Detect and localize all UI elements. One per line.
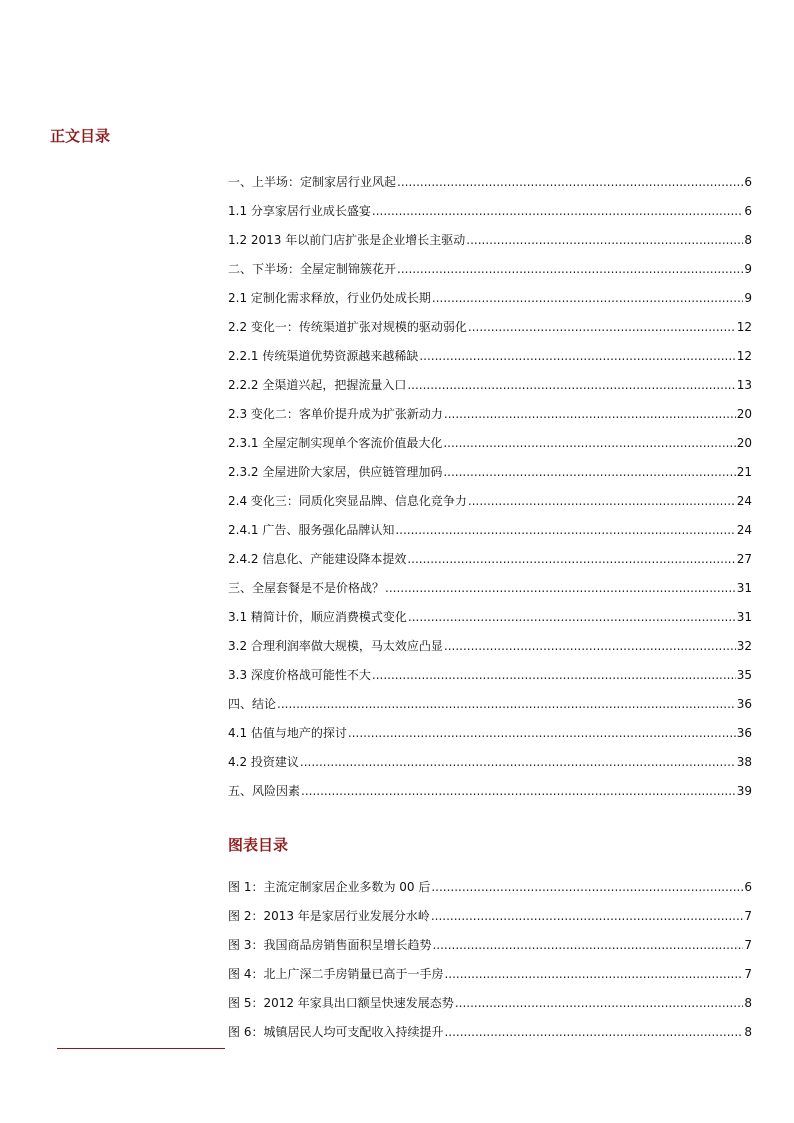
toc-entry-page: 21	[736, 465, 752, 479]
dot-leader	[442, 433, 735, 453]
toc-entry-text: 2.4.1 广告、服务强化品牌认知	[228, 523, 395, 537]
toc-entry[interactable]	[228, 569, 752, 598]
dot-leader	[443, 404, 736, 424]
figure-entry[interactable]	[228, 897, 752, 926]
toc-entry[interactable]	[228, 192, 752, 221]
toc-entry[interactable]	[228, 424, 752, 453]
dot-leader	[430, 906, 744, 926]
dot-leader	[431, 288, 743, 308]
figure-entry-text: 图 6：城镇居民人均可支配收入持续提升	[228, 1025, 444, 1039]
toc-entry-page: 31	[736, 610, 752, 624]
toc-entry-text: 2.3 变化二：客单价提升成为扩张新动力	[228, 407, 443, 421]
dot-leader	[443, 1022, 743, 1042]
toc-entry-text: 3.3 深度价格战可能性不大	[228, 668, 371, 682]
figure-entry-page: 7	[744, 938, 752, 952]
toc-entry-page: 9	[744, 291, 752, 305]
dot-leader	[431, 935, 743, 955]
toc-entry[interactable]	[228, 540, 752, 569]
dot-leader	[467, 491, 736, 511]
toc-entry[interactable]	[228, 685, 752, 714]
toc-entry[interactable]	[228, 627, 752, 656]
toc-entry-text: 2.4.2 信息化、产能建设降本提效	[228, 552, 407, 566]
dot-leader	[430, 877, 743, 897]
toc-entry-page: 8	[744, 233, 752, 247]
figure-entry-text: 图 3：我国商品房销售面积呈增长趋势	[228, 938, 432, 952]
toc-entry-text: 2.2.2 全渠道兴起，把握流量入口	[228, 378, 407, 392]
figure-entry[interactable]	[228, 955, 752, 984]
dot-leader	[467, 317, 736, 337]
dot-leader	[371, 665, 736, 685]
toc-entry-page: 12	[736, 320, 752, 334]
figure-entry-page: 6	[744, 880, 752, 894]
toc-entry-page: 31	[736, 581, 752, 595]
dot-leader	[300, 781, 736, 801]
footer-divider	[57, 1048, 225, 1049]
toc-entry[interactable]	[228, 453, 752, 482]
dot-leader	[396, 172, 743, 192]
dot-leader	[443, 964, 743, 984]
toc-entry-text: 4.1 估值与地产的探讨	[228, 726, 347, 740]
toc-entry[interactable]	[228, 279, 752, 308]
toc-title: 正文目录	[50, 127, 111, 145]
toc-entry-page: 32	[736, 639, 752, 653]
toc-entry[interactable]	[228, 482, 752, 511]
figures-title: 图表目录	[228, 836, 289, 854]
toc-entry-text: 2.1 定制化需求释放，行业仍处成长期	[228, 291, 431, 305]
toc-entry[interactable]	[228, 772, 752, 801]
dot-leader	[371, 201, 743, 221]
toc-entry-page: 39	[736, 784, 752, 798]
figure-entry-text: 图 2：2013 年是家居行业发展分水岭	[228, 909, 430, 923]
figure-entry-page: 7	[744, 909, 752, 923]
dot-leader	[442, 462, 735, 482]
toc-entry[interactable]	[228, 337, 752, 366]
figure-entry-page: 8	[744, 1025, 752, 1039]
toc-entry-text: 二、下半场：全屋定制锦簇花开	[228, 262, 397, 276]
toc-entry[interactable]	[228, 308, 752, 337]
toc-entry-page: 24	[736, 494, 752, 508]
toc-entry-page: 13	[736, 378, 752, 392]
toc-entry-page: 35	[736, 668, 752, 682]
figures-list	[228, 868, 752, 1042]
toc-entry-text: 五、风险因素	[228, 784, 301, 798]
toc-entry-page: 20	[736, 436, 752, 450]
figure-entry[interactable]	[228, 1013, 752, 1042]
dot-leader	[394, 520, 735, 540]
toc-entry-text: 2.3.1 全屋定制实现单个客流价值最大化	[228, 436, 443, 450]
dot-leader	[406, 549, 735, 569]
toc-entry[interactable]	[228, 511, 752, 540]
figure-entry-page: 7	[744, 967, 752, 981]
toc-entry[interactable]	[228, 743, 752, 772]
toc-entry-text: 1.2 2013 年以前门店扩张是企业增长主驱动	[228, 233, 466, 247]
toc-entry-page: 27	[736, 552, 752, 566]
toc-entry-text: 三、全屋套餐是不是价格战？	[228, 581, 385, 595]
toc-entry-text: 1.1 分享家居行业成长盛宴	[228, 204, 371, 218]
toc-entry[interactable]	[228, 598, 752, 627]
toc-entry-text: 2.4 变化三：同质化突显品牌、信息化竞争力	[228, 494, 467, 508]
figure-entry[interactable]	[228, 984, 752, 1013]
toc-entry-text: 3.1 精简计价，顺应消费模式变化	[228, 610, 407, 624]
toc-entry-page: 24	[736, 523, 752, 537]
toc-entry-text: 一、上半场：定制家居行业风起	[228, 175, 397, 189]
toc-entry-text: 2.2 变化一：传统渠道扩张对规模的驱动弱化	[228, 320, 467, 334]
toc-entry[interactable]	[228, 163, 752, 192]
toc-entry-page: 9	[744, 262, 752, 276]
toc-entry[interactable]	[228, 366, 752, 395]
dot-leader	[418, 346, 735, 366]
toc-entry[interactable]	[228, 656, 752, 685]
dot-leader	[406, 375, 735, 395]
dot-leader	[465, 230, 743, 250]
figure-entry[interactable]	[228, 926, 752, 955]
toc-entry-page: 36	[736, 726, 752, 740]
toc-list	[228, 163, 752, 801]
figure-entry-text: 图 5：2012 年家具出口额呈快速发展态势	[228, 996, 454, 1010]
toc-entry-page: 6	[744, 175, 752, 189]
toc-entry-text: 3.2 合理利润率做大规模，马太效应凸显	[228, 639, 443, 653]
figure-entry-text: 图 4：北上广深二手房销量已高于一手房	[228, 967, 444, 981]
dot-leader	[299, 752, 736, 772]
toc-entry-text: 2.3.2 全屋进阶大家居，供应链管理加码	[228, 465, 443, 479]
dot-leader	[407, 607, 736, 627]
toc-entry-text: 四、结论	[228, 697, 277, 711]
toc-entry-page: 20	[736, 407, 752, 421]
toc-entry[interactable]	[228, 395, 752, 424]
dot-leader	[396, 259, 743, 279]
toc-entry-text: 4.2 投资建议	[228, 755, 299, 769]
figure-entry-page: 8	[744, 996, 752, 1010]
figure-entry[interactable]	[228, 868, 752, 897]
toc-entry-text: 2.2.1 传统渠道优势资源越来越稀缺	[228, 349, 419, 363]
figure-entry-text: 图 1：主流定制家居企业多数为 00 后	[228, 880, 431, 894]
toc-entry-page: 36	[736, 697, 752, 711]
toc-entry[interactable]	[228, 714, 752, 743]
toc-entry-page: 6	[744, 204, 752, 218]
dot-leader	[347, 723, 736, 743]
dot-leader	[443, 636, 736, 656]
dot-leader	[454, 993, 744, 1013]
toc-entry[interactable]	[228, 250, 752, 279]
dot-leader	[384, 578, 736, 598]
dot-leader	[276, 694, 736, 714]
toc-entry[interactable]	[228, 221, 752, 250]
toc-entry-page: 12	[736, 349, 752, 363]
toc-entry-page: 38	[736, 755, 752, 769]
